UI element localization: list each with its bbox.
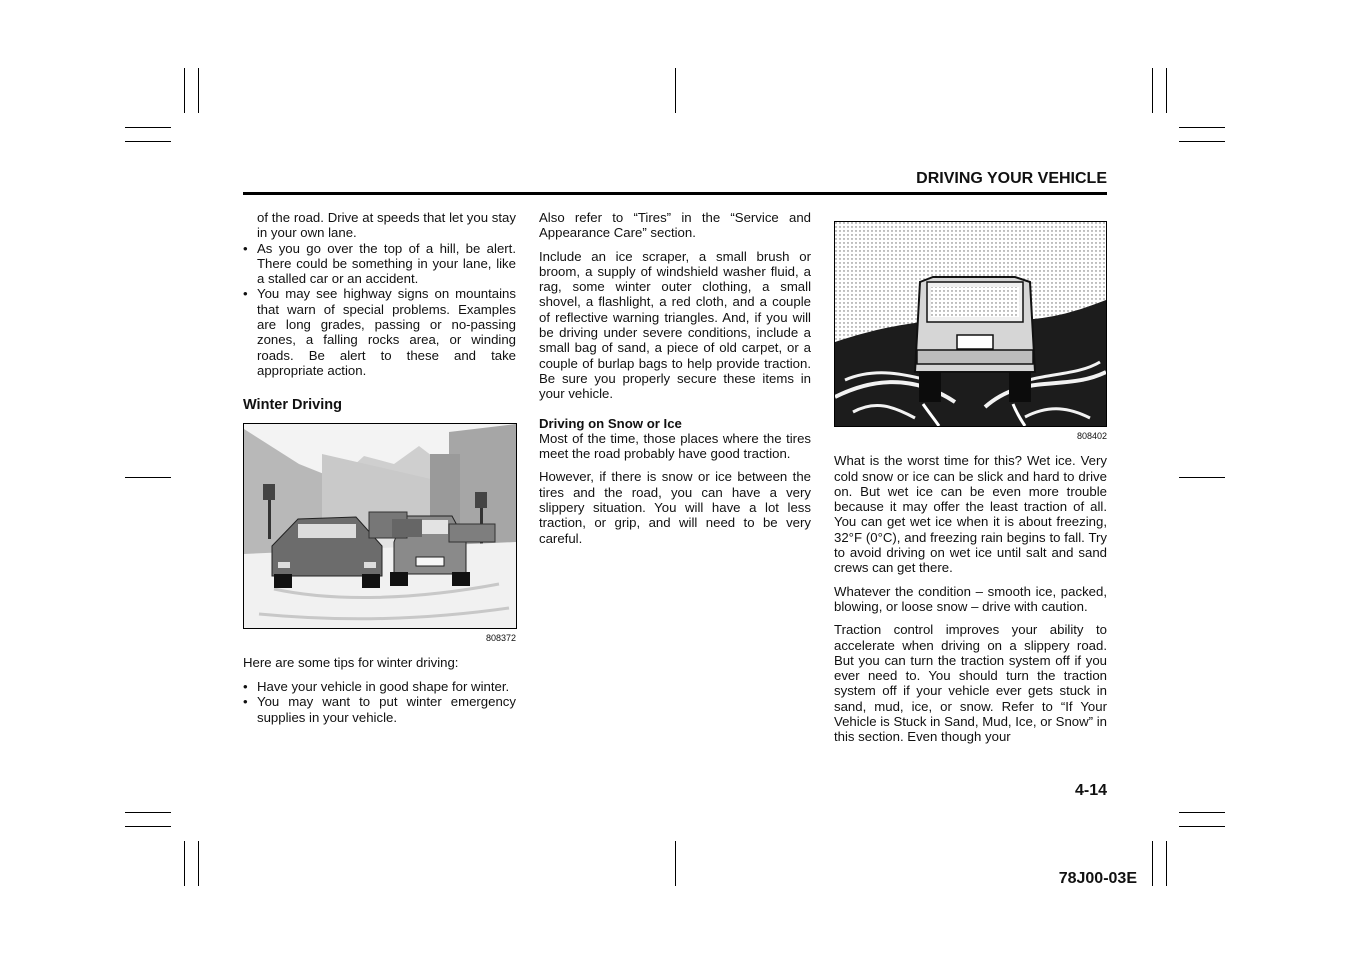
column-3 (834, 221, 1107, 753)
figure-number: 808402 (1076, 431, 1107, 441)
slippery-paragraph: However, if there is snow or ice between the tires and the road, you can have a very slippery situation. You will have a lot less traction, or grip, and will need to be very careful. (539, 469, 811, 546)
caution-paragraph: Whatever the condition – smooth ice, packed, blowing, or loose snow – drive with caution. (834, 583, 1107, 614)
winter-street-illustration (243, 423, 517, 629)
snow-ice-subheading: Driving on Snow or Ice (539, 415, 682, 431)
column-1 (243, 210, 516, 725)
hill-bullet-list (243, 241, 516, 379)
traction-control-paragraph: Traction control improves your ability to accelerate when driving on a slippery road. But you can turn the traction system off if you ever need to. You should turn the traction system off if your vehicle ever gets stuck in sand, mud, ice, or snow. Refer to “If Your Vehicle is Stuck in Sand, Mud, Ice, or Snow” in this section. Even though your (834, 622, 1107, 745)
traction-paragraph: Most of the time, those places where the tires meet the road probably have good traction. (539, 430, 811, 462)
document-code: 78J00-03E (1058, 870, 1137, 887)
tips-intro: Here are some tips for winter driving: (243, 654, 459, 670)
list-item: • Have your vehicle in good shape for winter. (243, 679, 516, 694)
page-number: 4-14 (1074, 782, 1107, 799)
winter-tips-list (243, 679, 516, 725)
wet-ice-paragraph: What is the worst time for this? Wet ice. Very cold snow or ice can be slick and hard to drive on. But wet ice can be even more trouble because it may offer the least traction of all. You can get wet ice when it is about freezing, 32°F (0°C), and freezing rain begins to fall. Try to avoid driving on wet ice until salt and sand crews can get there. (834, 453, 1107, 576)
list-item: • You may want to put winter emergency supplies in your vehicle. (243, 694, 516, 725)
figure-number: 808372 (485, 632, 516, 643)
header-rule (243, 192, 1107, 195)
emergency-supplies-paragraph: Include an ice scraper, a small brush or broom, a supply of windshield washer fluid, a rag, some winter outer clothing, a small shovel, a flashlight, a red cloth, and a couple of reflective warning triangles. And, if you will be driving under severe conditions, include a small bag of sand, a piece of old carpet, or a couple of burlap bags to help provide traction. Be sure you properly secure these items in your vehicle. (539, 248, 811, 402)
winter-driving-heading: Winter Driving (243, 397, 342, 414)
tires-reference-paragraph: Also refer to “Tires” in the “Service and Appearance Care” section. (539, 210, 811, 241)
continued-text: of the road. Drive at speeds that let you stay in your own lane. (257, 210, 516, 241)
list-item: • You may see highway signs on mountains that warn of special problems. Examples are long grades, passing or no-passing zones, a falling rocks area, or winding roads. Be alert to these and take appropriate action. (243, 286, 516, 378)
column-2 (539, 210, 811, 554)
list-item: • As you go over the top of a hill, be alert. There could be something in your lane, like a stalled car or an accident. (243, 241, 516, 287)
section-header-title: DRIVING YOUR VEHICLE (916, 170, 1107, 187)
vehicle-on-ice-illustration (834, 221, 1107, 427)
